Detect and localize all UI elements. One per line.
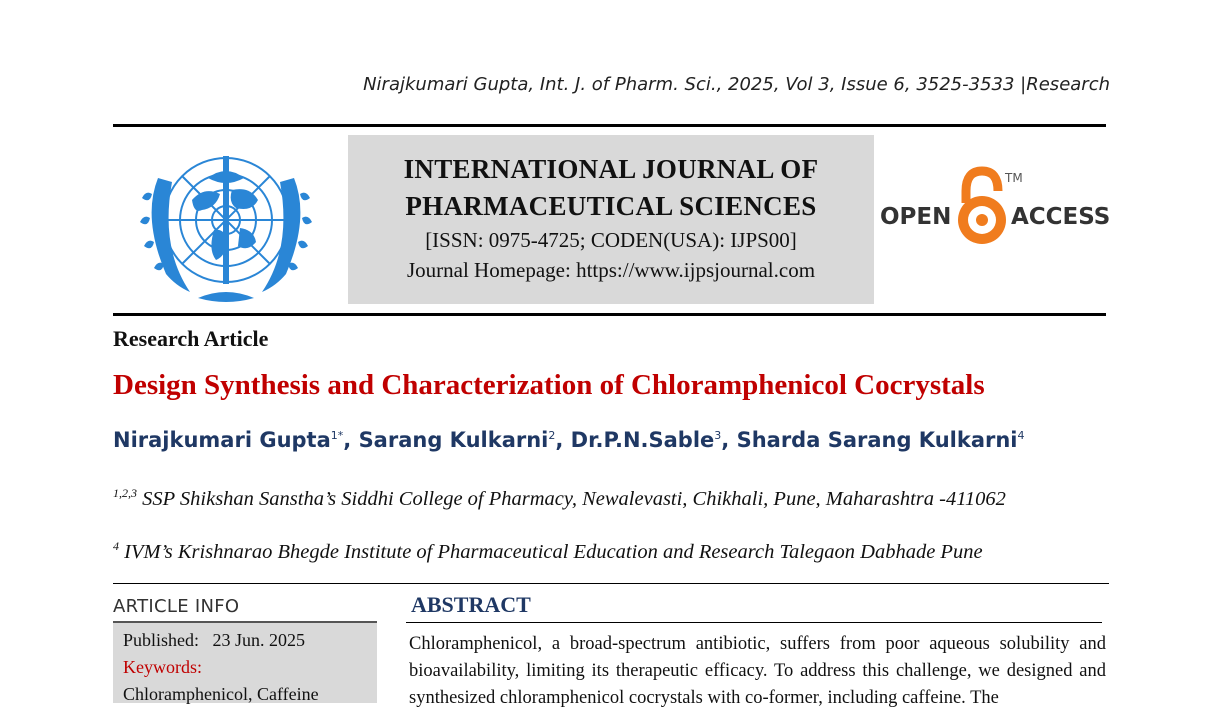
published-row: [123, 627, 377, 654]
running-head: Nirajkumari Gupta, Int. J. of Pharm. Sci., 2025, Vol 3, Issue 6, 3525-3533 |Research: [363, 74, 1110, 95]
affiliation-text: IVM’s Krishnarao Bhegde Institute of Pharmaceutical Education and Research Talegaon Dabhade Pune: [119, 540, 983, 563]
author-name[interactable]: Sharda Sarang Kulkarni: [736, 428, 1018, 452]
abstract-heading: ABSTRACT: [411, 592, 531, 617]
affiliation-2: [113, 539, 983, 564]
published-value: 23 Jun. 2025: [212, 630, 306, 650]
author-list: [113, 428, 1025, 452]
article-info-heading: ARTICLE INFO: [113, 596, 240, 617]
author-name[interactable]: Sarang Kulkarni: [358, 428, 549, 452]
author-name[interactable]: Nirajkumari Gupta: [113, 428, 331, 452]
article-type: Research Article: [113, 326, 269, 351]
author-separator: ,: [721, 428, 737, 452]
author-sup: 2: [548, 429, 556, 442]
open-lock-icon: [958, 171, 1006, 244]
abstract-text: Chloramphenicol, a broad-spectrum antibiotic, suffers from poor aqueous solubility and bioavailability, limiting its therapeutic efficacy. To address this challenge, we designed and synthesized chloramphenicol cocrystals with co-former, including caffeine. The: [409, 634, 1106, 708]
journal-title-line1: INTERNATIONAL JOURNAL OF: [403, 154, 819, 184]
journal-title-line2: PHARMACEUTICAL SCIENCES: [405, 191, 817, 221]
keywords-value: Chloramphenicol, Caffeine: [123, 684, 319, 704]
keywords-label: Keywords:: [123, 657, 202, 677]
author-sup: 3: [714, 429, 722, 442]
oa-tm-text: TM: [1005, 171, 1023, 185]
journal-masthead-box: [348, 135, 874, 304]
header-rule-top: [113, 124, 1106, 127]
affiliation-sup: 4: [113, 539, 119, 553]
un-emblem-logo: [128, 138, 324, 306]
author-sup: 4: [1017, 429, 1025, 442]
author-separator: ,: [343, 428, 359, 452]
author-separator: ,: [555, 428, 571, 452]
affiliation-1: [113, 486, 1006, 511]
oa-access-text: ACCESS: [1011, 204, 1110, 230]
article-title: Design Synthesis and Characterization of Chloramphenicol Cocrystals: [113, 369, 985, 401]
open-access-logo: [880, 165, 1110, 255]
journal-homepage-link[interactable]: Journal Homepage: https://www.ijpsjournal.com: [406, 258, 816, 282]
published-label: Published:: [123, 630, 200, 650]
journal-issn: [ISSN: 0975-4725; CODEN(USA): IJPS00]: [425, 228, 797, 252]
article-info-box: [113, 623, 377, 703]
oa-open-text: OPEN: [880, 204, 952, 230]
section-divider: [113, 583, 1109, 584]
affiliation-sup: 1,2,3: [113, 486, 137, 500]
author-sup: 1*: [330, 429, 344, 442]
abstract-rule: [406, 622, 1102, 623]
header-rule-bottom: [113, 313, 1106, 316]
author-name[interactable]: Dr.P.N.Sable: [570, 428, 715, 452]
affiliation-text: SSP Shikshan Sanstha’s Siddhi College of Pharmacy, Newalevasti, Chikhali, Pune, Maharashtra -411062: [137, 487, 1006, 510]
